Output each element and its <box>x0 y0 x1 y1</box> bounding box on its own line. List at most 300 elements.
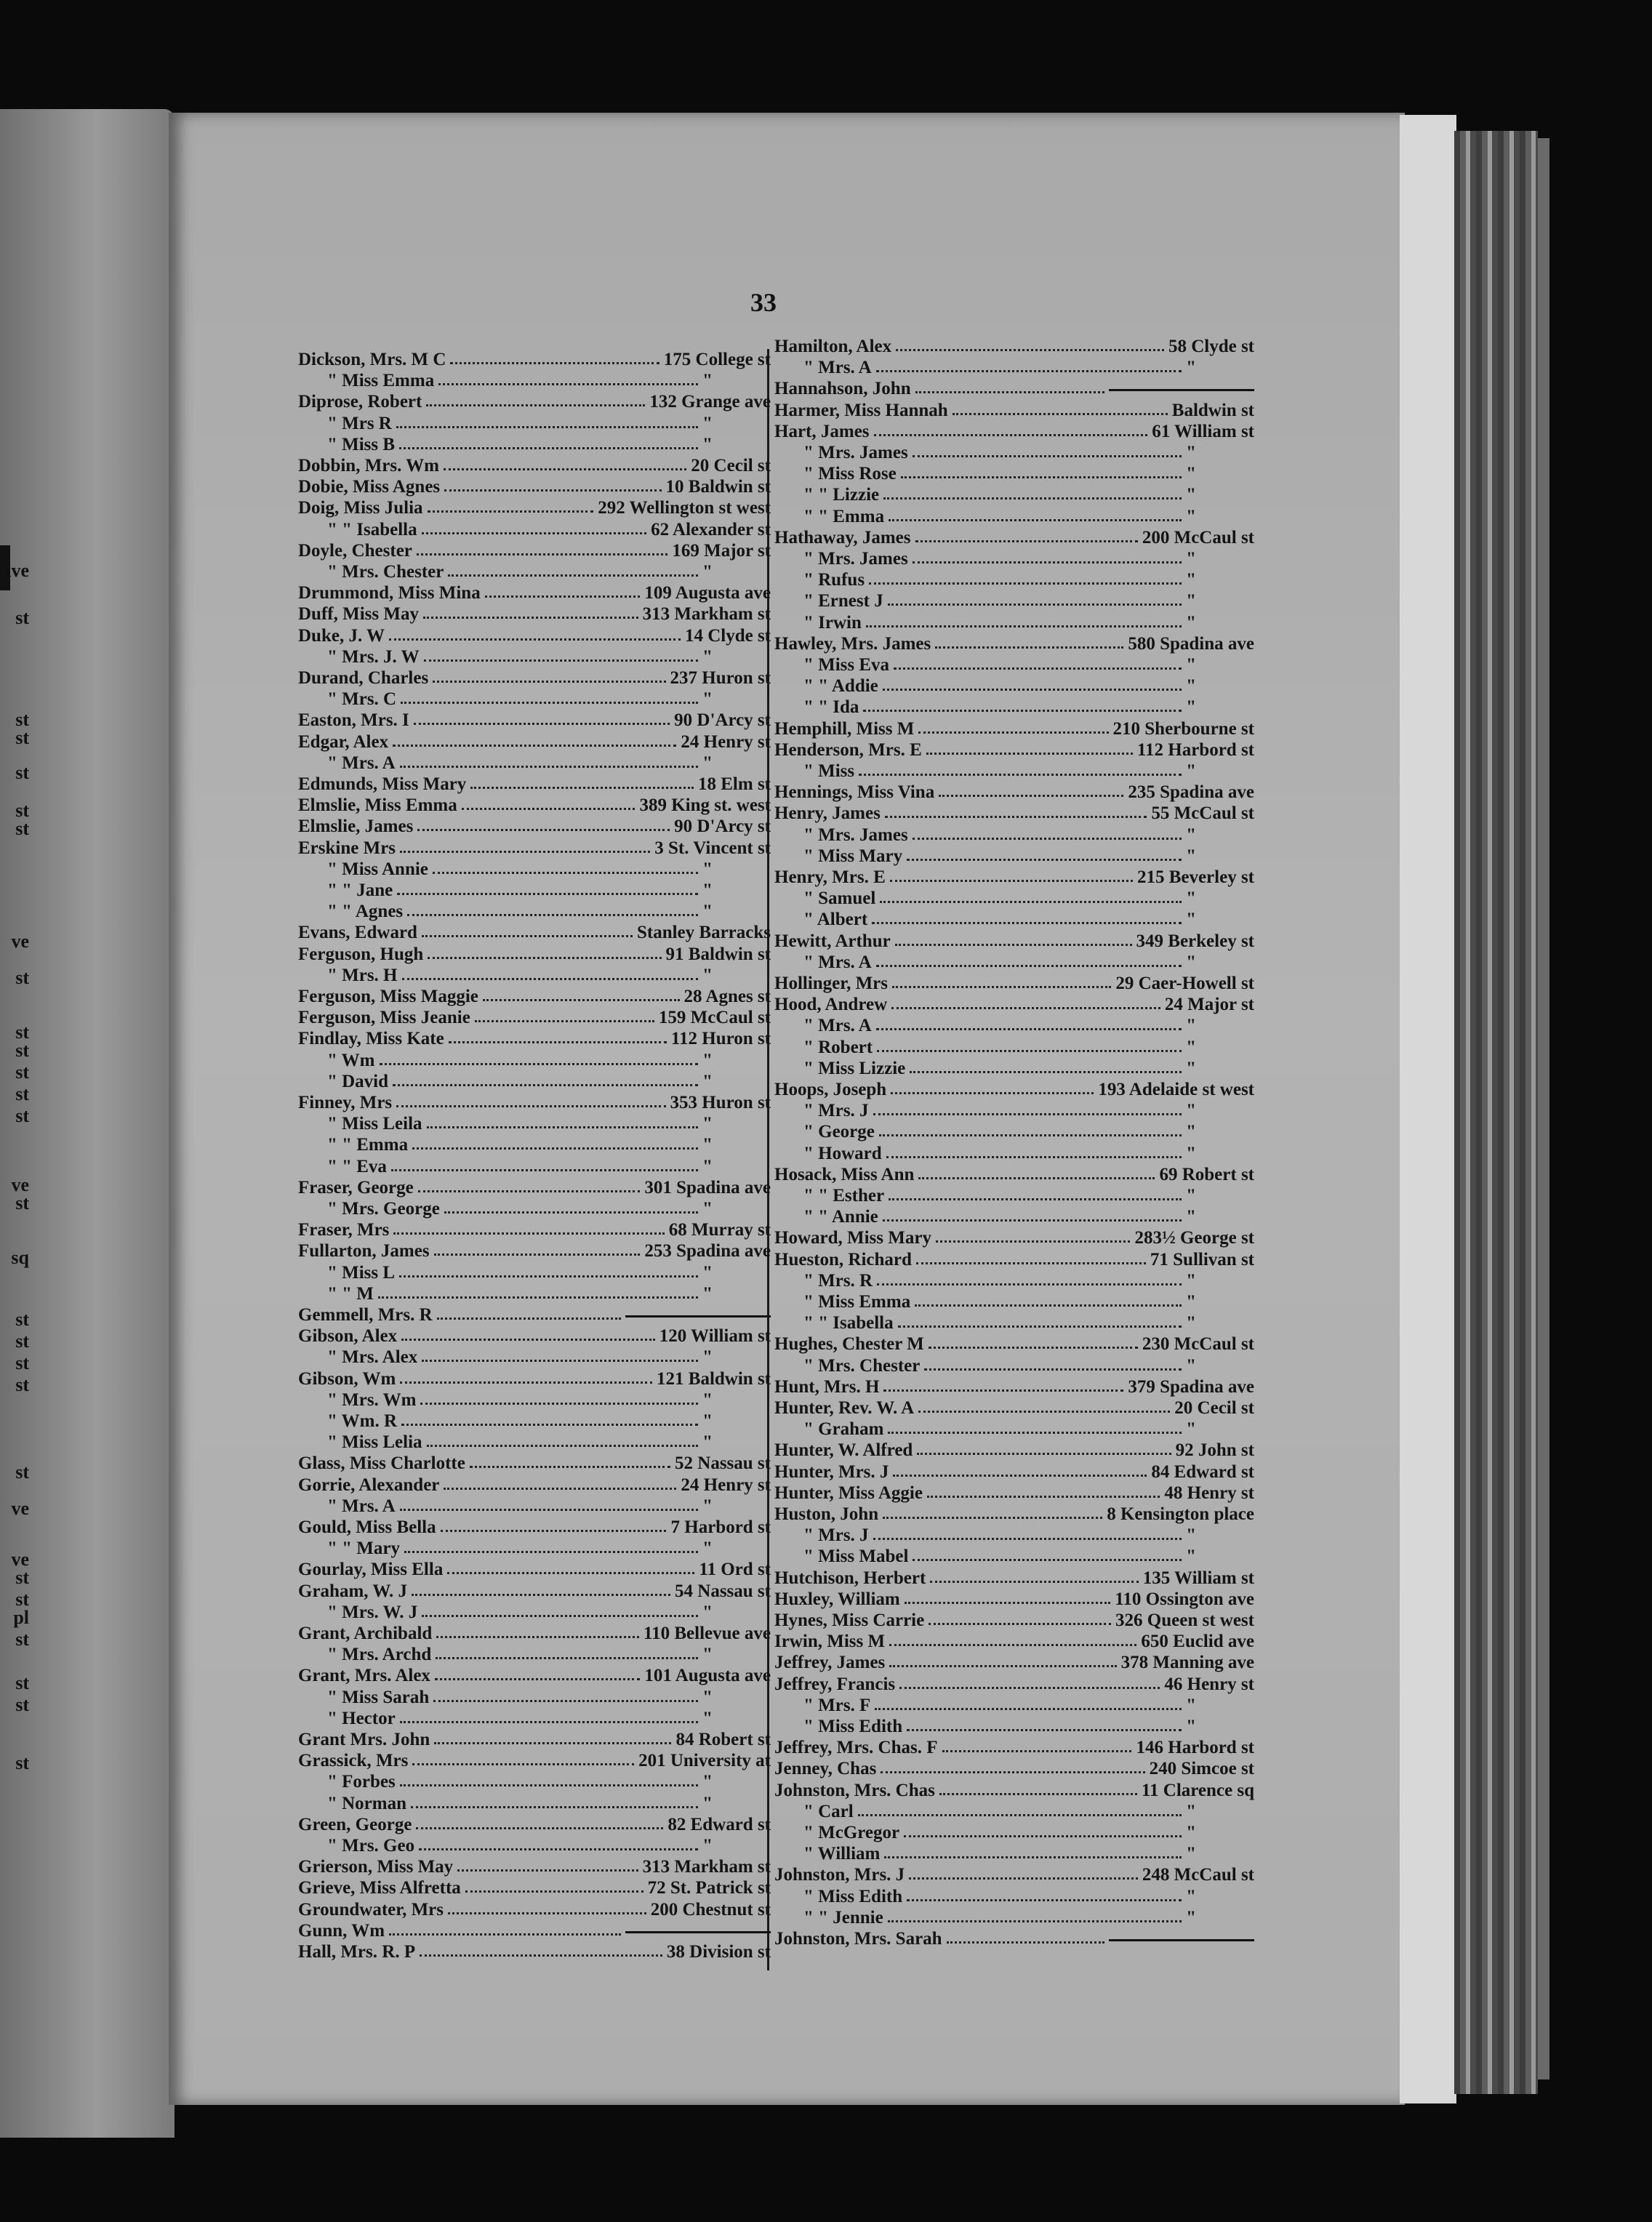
page-number: 33 <box>750 288 777 317</box>
leader-dots <box>885 816 1147 818</box>
entry-name: " Mrs. James <box>803 443 908 462</box>
entry-name: Ferguson, Hugh <box>298 944 424 964</box>
leader-dots <box>896 349 1164 351</box>
entry-address: 90 D'Arcy st <box>674 817 771 837</box>
entry-address: 112 Huron st <box>670 1029 771 1049</box>
facing-page-fragment: st <box>15 1062 29 1083</box>
entry-address: " <box>702 1389 713 1410</box>
directory-entry <box>298 774 771 795</box>
entry-name: " Mrs. A <box>327 1496 396 1516</box>
leader-dots <box>873 1113 1182 1115</box>
directory-entry <box>774 1843 1254 1865</box>
entry-name: Howard, Miss Mary <box>774 1228 931 1248</box>
leader-dots <box>426 404 645 406</box>
entry-address: " <box>702 1071 713 1091</box>
leader-dots <box>926 753 1133 755</box>
leader-dots <box>411 1806 698 1808</box>
directory-entry <box>298 561 771 583</box>
leader-dots <box>873 1538 1182 1540</box>
leader-dots <box>420 1954 662 1957</box>
entry-address: " <box>702 1283 713 1304</box>
entry-address: 68 Murray st <box>668 1220 771 1240</box>
entry-address: " <box>1186 358 1196 378</box>
directory-entry <box>774 1419 1254 1440</box>
directory-entry <box>774 1695 1254 1717</box>
leader-dots <box>427 1445 698 1447</box>
entry-address: " <box>702 1708 713 1728</box>
entry-name: Hamilton, Alex <box>774 337 892 356</box>
leader-dots <box>879 1134 1182 1136</box>
entry-name: " Mrs. James <box>803 549 908 569</box>
entry-name: Hannahson, John <box>774 379 911 399</box>
leader-dots <box>889 1665 1117 1667</box>
entry-address: 235 Spadina ave <box>1128 782 1254 803</box>
leader-dots <box>901 476 1182 478</box>
facing-page-fragment: ve <box>11 1549 29 1570</box>
leader-dots <box>918 1411 1170 1413</box>
directory-entry <box>298 1156 771 1178</box>
directory-entry <box>298 986 771 1008</box>
leader-dots <box>470 1466 670 1468</box>
leader-dots <box>883 1389 1123 1392</box>
entry-address: 69 Robert st <box>1159 1164 1254 1184</box>
entry-address: 109 Augusta ave <box>644 583 771 603</box>
directory-entry <box>298 519 771 541</box>
directory-entry <box>298 413 771 435</box>
leader-dots <box>397 893 698 895</box>
entry-address: 28 Agnes st <box>683 987 771 1006</box>
leader-dots <box>433 1700 698 1702</box>
leader-dots <box>393 1084 698 1086</box>
entry-address: 237 Huron st <box>670 668 771 688</box>
facing-page-fragment: sq <box>11 1247 29 1268</box>
leader-dots <box>858 1814 1182 1816</box>
directory-entry <box>298 901 771 923</box>
entry-address: 72 St. Patrick st <box>647 1878 771 1898</box>
directory-entry <box>298 1177 771 1199</box>
leader-dots <box>947 1941 1104 1944</box>
leader-dots <box>909 1877 1138 1880</box>
entry-address: " <box>702 1793 713 1813</box>
entry-address: " <box>1186 1695 1196 1715</box>
directory-entry <box>298 434 771 456</box>
entry-name: Hennings, Miss Vina <box>774 782 935 803</box>
facing-page-fragment: st <box>15 709 29 730</box>
entry-name: " " Lizzie <box>803 485 880 505</box>
leader-dots <box>434 1254 640 1256</box>
facing-page-fragment: st <box>15 1022 29 1043</box>
entry-address: " <box>1186 1907 1196 1928</box>
directory-entry <box>774 1206 1254 1228</box>
facing-page-fragment: ve <box>11 931 29 952</box>
directory-entry <box>298 1283 771 1305</box>
leader-dots <box>402 978 698 980</box>
directory-entry <box>298 838 771 859</box>
directory-entry <box>774 612 1254 634</box>
leader-dots <box>438 383 698 385</box>
leader-dots <box>483 999 680 1001</box>
leader-dots <box>378 1296 698 1299</box>
directory-entry <box>774 1376 1254 1398</box>
entry-address: 61 William st <box>1152 421 1254 441</box>
entry-address: 112 Harbord st <box>1136 739 1254 760</box>
directory-entry <box>774 357 1254 379</box>
entry-address: " <box>702 902 713 922</box>
directory-entry <box>298 816 771 838</box>
entry-address: 230 McCaul st <box>1142 1334 1254 1355</box>
entry-name: " Mrs. J <box>803 1525 869 1546</box>
entry-address: " <box>1186 1016 1196 1036</box>
entry-name: Hood, Andrew <box>774 995 888 1015</box>
leader-dots <box>915 540 1138 542</box>
entry-name: Gorrie, Alexander <box>298 1475 440 1495</box>
entry-name: " William <box>803 1844 881 1864</box>
facing-page-fragment: st <box>15 1461 29 1483</box>
entry-name: Hunter, Mrs. J <box>774 1461 889 1482</box>
entry-name: " Mrs. A <box>327 753 396 773</box>
entry-address: 38 Division st <box>666 1942 771 1962</box>
directory-entry <box>298 582 771 604</box>
leader-dots <box>391 1169 698 1171</box>
leader-dots <box>457 1869 638 1872</box>
leader-dots <box>935 646 1123 649</box>
directory-entry <box>774 1483 1254 1504</box>
entry-name: Groundwater, Mrs <box>298 1899 444 1920</box>
entry-address: " <box>702 562 713 582</box>
leader-dots <box>444 1488 676 1490</box>
entry-address: 92 John st <box>1175 1440 1254 1461</box>
leader-dots <box>428 957 662 959</box>
entry-name: Henderson, Mrs. E <box>774 739 922 760</box>
entry-address: " <box>702 1156 713 1176</box>
entry-name: Jeffrey, Francis <box>774 1674 896 1694</box>
entry-address: " <box>1186 1313 1196 1333</box>
facing-page-fragment: st <box>15 1331 29 1352</box>
directory-entry <box>774 867 1254 889</box>
leader-dots <box>417 829 670 831</box>
leader-dots <box>485 595 640 598</box>
entry-address: " <box>702 689 713 710</box>
entry-name: Grant Mrs. John <box>298 1730 430 1749</box>
facing-page-fragment: st <box>15 1374 29 1395</box>
entry-address: 7 Harbord st <box>670 1517 771 1537</box>
directory-entry <box>774 506 1254 528</box>
directory-entry <box>774 739 1254 761</box>
directory-entry <box>298 1877 771 1899</box>
leader-dots <box>907 1729 1182 1731</box>
facing-page-fragment: st <box>15 1567 29 1588</box>
entry-name: Fraser, Mrs <box>298 1220 390 1240</box>
entry-name: Grassick, Mrs <box>298 1751 409 1771</box>
entry-address: 20 Cecil st <box>691 456 771 476</box>
entry-address: " <box>702 1114 713 1134</box>
entry-address: 24 Major st <box>1164 995 1254 1015</box>
entry-name: Hutchison, Herbert <box>774 1568 926 1588</box>
entry-address: 159 McCaul st <box>658 1008 771 1028</box>
entry-name: Hathaway, James <box>774 527 911 548</box>
entry-name: " Miss B <box>327 434 396 454</box>
leader-dots <box>424 659 698 662</box>
leader-dots <box>427 1126 698 1128</box>
entry-address: " <box>1186 1801 1196 1821</box>
entry-address: " <box>1186 1143 1196 1163</box>
entry-address: 71 Sullivan st <box>1150 1249 1254 1270</box>
directory-entry <box>774 803 1254 825</box>
entry-address: 253 Spadina ave <box>644 1241 771 1262</box>
entry-name: " " Addie <box>803 676 878 697</box>
entry-name: " Graham <box>803 1419 884 1440</box>
entry-address: 200 Chestnut st <box>650 1899 771 1920</box>
directory-entry <box>298 1538 771 1560</box>
entry-address: " <box>1186 1122 1196 1142</box>
leader-dots <box>880 901 1182 903</box>
leader-dots <box>918 1177 1155 1179</box>
leader-dots <box>435 1678 640 1680</box>
leader-dots <box>939 1793 1137 1795</box>
leader-dots <box>883 689 1182 691</box>
entry-address: 313 Markham st <box>642 1857 771 1877</box>
leader-dots <box>930 1581 1139 1583</box>
leader-dots <box>915 1304 1182 1307</box>
entry-address: " <box>1186 1525 1196 1546</box>
entry-name: " Miss Lelia <box>327 1432 422 1453</box>
entry-address: 650 Euclid ave <box>1141 1632 1254 1652</box>
entry-name: Jeffrey, Mrs. Chas. F <box>774 1738 938 1758</box>
page-edge <box>1400 115 1456 2103</box>
directory-entry <box>774 718 1254 740</box>
leader-dots <box>422 1615 698 1617</box>
entry-name: Gibson, Wm <box>298 1368 396 1389</box>
leader-dots <box>465 1890 643 1893</box>
directory-entry <box>298 1835 771 1857</box>
leader-dots <box>389 1933 621 1936</box>
directory-entry <box>298 1899 771 1921</box>
entry-name: " Howard <box>803 1143 882 1163</box>
directory-entry <box>298 1411 771 1432</box>
leader-dots <box>401 1424 698 1426</box>
directory-entry <box>774 761 1254 782</box>
facing-page-fragment: st <box>15 1694 29 1715</box>
leader-dots <box>917 1453 1171 1455</box>
directory-entry <box>774 1928 1254 1950</box>
directory-entry <box>774 1716 1254 1738</box>
entry-name: " Samuel <box>803 889 876 909</box>
entry-name: Henry, James <box>774 803 881 824</box>
directory-entry <box>298 1134 771 1156</box>
leader-dots <box>859 774 1182 776</box>
entry-name: " " Eva <box>327 1156 387 1176</box>
directory-entry <box>774 421 1254 443</box>
leader-dots <box>444 489 662 492</box>
entry-name: " " Mary <box>327 1539 400 1559</box>
entry-name: Elmslie, James <box>298 817 414 837</box>
entry-name: " Miss Eva <box>803 655 890 675</box>
leader-dots <box>475 1020 654 1022</box>
directory-entry <box>774 994 1254 1016</box>
entry-name: Irwin, Miss M <box>774 1632 886 1652</box>
entry-name: Hall, Mrs. R. P <box>298 1942 416 1962</box>
directory-entry <box>774 1758 1254 1780</box>
blank-address-rule <box>625 1315 771 1317</box>
entry-address: " <box>1186 1037 1196 1057</box>
leader-dots <box>407 914 698 916</box>
directory-entry <box>774 1864 1254 1886</box>
leader-dots <box>883 497 1182 500</box>
directory-entry <box>298 1708 771 1730</box>
entry-name: " Mrs. F <box>803 1695 871 1715</box>
entry-name: " Miss Rose <box>803 464 897 484</box>
directory-entry <box>774 527 1254 549</box>
entry-address: " <box>1186 443 1196 462</box>
entry-address: " <box>702 1645 713 1665</box>
directory-entry <box>774 484 1254 506</box>
entry-name: " Miss Edith <box>803 1717 903 1736</box>
entry-address: " <box>1186 1207 1196 1227</box>
entry-name: Hunter, Rev. W. A <box>774 1398 915 1418</box>
entry-address: 169 Major st <box>672 540 771 561</box>
entry-address: 58 Clyde st <box>1168 337 1254 356</box>
facing-page-fragment: st <box>15 818 29 839</box>
entry-name: " Mrs. W. J <box>327 1602 418 1622</box>
entry-address: 11 Clarence sq <box>1141 1780 1254 1800</box>
leader-dots <box>913 561 1182 563</box>
leader-dots <box>434 1742 671 1744</box>
entry-address: 20 Cecil st <box>1174 1398 1254 1418</box>
leader-dots <box>396 1105 666 1107</box>
entry-name: " " M <box>327 1283 374 1304</box>
leader-dots <box>433 681 666 683</box>
entry-address: " <box>702 1199 713 1219</box>
leader-dots <box>412 1594 670 1596</box>
entry-name: Hoops, Joseph <box>774 1080 887 1099</box>
leader-dots <box>400 766 698 768</box>
facing-page-fragment: st <box>15 1752 29 1773</box>
leader-dots <box>899 1687 1160 1689</box>
directory-entry <box>774 846 1254 867</box>
entry-name: " Irwin <box>803 612 862 633</box>
entry-name: " Mrs R <box>327 413 392 433</box>
directory-entry <box>298 349 771 371</box>
entry-address: " <box>1186 1101 1196 1121</box>
directory-entry <box>774 1291 1254 1313</box>
directory-entry <box>298 710 771 731</box>
entry-name: " Forbes <box>327 1772 396 1792</box>
entry-address: 8 Kensington place <box>1107 1504 1254 1524</box>
leader-dots <box>913 455 1182 457</box>
entry-name: " Mrs. A <box>803 1016 872 1036</box>
entry-name: Edgar, Alex <box>298 731 389 752</box>
entry-address: " <box>1186 1717 1196 1736</box>
directory-entry <box>774 1015 1254 1037</box>
directory-entry <box>774 1185 1254 1207</box>
blank-address-rule <box>1109 1939 1254 1941</box>
entry-address: 379 Spadina ave <box>1128 1376 1254 1397</box>
leader-dots <box>399 1275 698 1278</box>
entry-name: " " Jane <box>327 881 393 900</box>
entry-address: " <box>702 1411 713 1431</box>
entry-address: " <box>702 1772 713 1792</box>
entry-name: " " Isabella <box>803 1313 894 1333</box>
entry-name: " Robert <box>803 1037 873 1057</box>
entry-name: " Miss L <box>327 1262 396 1283</box>
entry-address: " <box>1186 676 1196 697</box>
entry-address: " <box>1186 464 1196 484</box>
entry-name: " Mrs. Chester <box>803 1355 921 1376</box>
directory-entry <box>774 590 1254 612</box>
directory-entry <box>774 1270 1254 1292</box>
entry-address: 84 Robert st <box>675 1730 771 1749</box>
leader-dots <box>953 413 1168 415</box>
leader-dots <box>874 434 1147 436</box>
facing-page-fragment: st <box>15 800 29 821</box>
entry-address: " <box>1186 1058 1196 1078</box>
entry-address: " <box>1186 1844 1196 1864</box>
leader-dots <box>918 731 1109 734</box>
entry-address: Baldwin st <box>1171 400 1254 420</box>
directory-entry <box>298 1581 771 1603</box>
leader-dots <box>876 965 1182 967</box>
directory-entry <box>298 1113 771 1135</box>
entry-name: " Miss Leila <box>327 1114 422 1134</box>
leader-dots <box>910 1071 1182 1073</box>
entry-name: " Mrs. George <box>327 1199 440 1219</box>
directory-entry <box>298 1028 771 1050</box>
entry-name: " Albert <box>803 910 868 930</box>
entry-name: " Miss Mary <box>803 846 903 866</box>
entry-name: " Miss Edith <box>803 1886 903 1906</box>
entry-name: " Norman <box>327 1793 407 1813</box>
entry-address: 313 Markham st <box>642 604 771 625</box>
facing-page-fragment: st <box>15 1040 29 1061</box>
directory-entry <box>298 370 771 392</box>
directory-entry <box>298 1432 771 1453</box>
leader-dots <box>927 1496 1160 1498</box>
directory-entry <box>774 1461 1254 1483</box>
entry-address: " <box>702 646 713 667</box>
leader-dots <box>423 617 638 619</box>
entry-address: " <box>1186 1547 1196 1567</box>
directory-entry <box>298 1389 771 1411</box>
entry-name: Evans, Edward <box>298 923 417 943</box>
directory-entry <box>298 965 771 987</box>
leader-dots <box>889 1644 1136 1646</box>
directory-entry <box>774 1100 1254 1122</box>
entry-name: " Carl <box>803 1801 854 1821</box>
entry-address: 132 Grange ave <box>649 392 771 412</box>
entry-address: " <box>1186 1823 1196 1842</box>
directory-entry <box>774 1058 1254 1080</box>
directory-entry <box>774 931 1254 952</box>
leader-dots <box>877 1050 1182 1052</box>
entry-name: Hunter, Miss Aggie <box>774 1483 923 1503</box>
leader-dots <box>924 1368 1182 1371</box>
leader-dots <box>881 1771 1145 1773</box>
directory-entry <box>774 1227 1254 1249</box>
directory-entry <box>774 1886 1254 1908</box>
entry-name: Grieve, Miss Alfretta <box>298 1878 461 1898</box>
entry-name: " David <box>327 1071 389 1091</box>
entry-name: Findlay, Miss Kate <box>298 1029 444 1049</box>
leader-dots <box>888 1432 1182 1434</box>
leader-dots <box>404 1551 698 1553</box>
entry-name: Doig, Miss Julia <box>298 498 423 518</box>
entry-address: " <box>702 859 713 879</box>
directory-entry <box>298 689 771 710</box>
entry-address: 110 Bellevue ave <box>643 1624 771 1643</box>
entry-name: " Miss Emma <box>803 1292 911 1312</box>
entry-name: " Mrs. H <box>327 965 398 985</box>
directory-entry <box>298 391 771 413</box>
